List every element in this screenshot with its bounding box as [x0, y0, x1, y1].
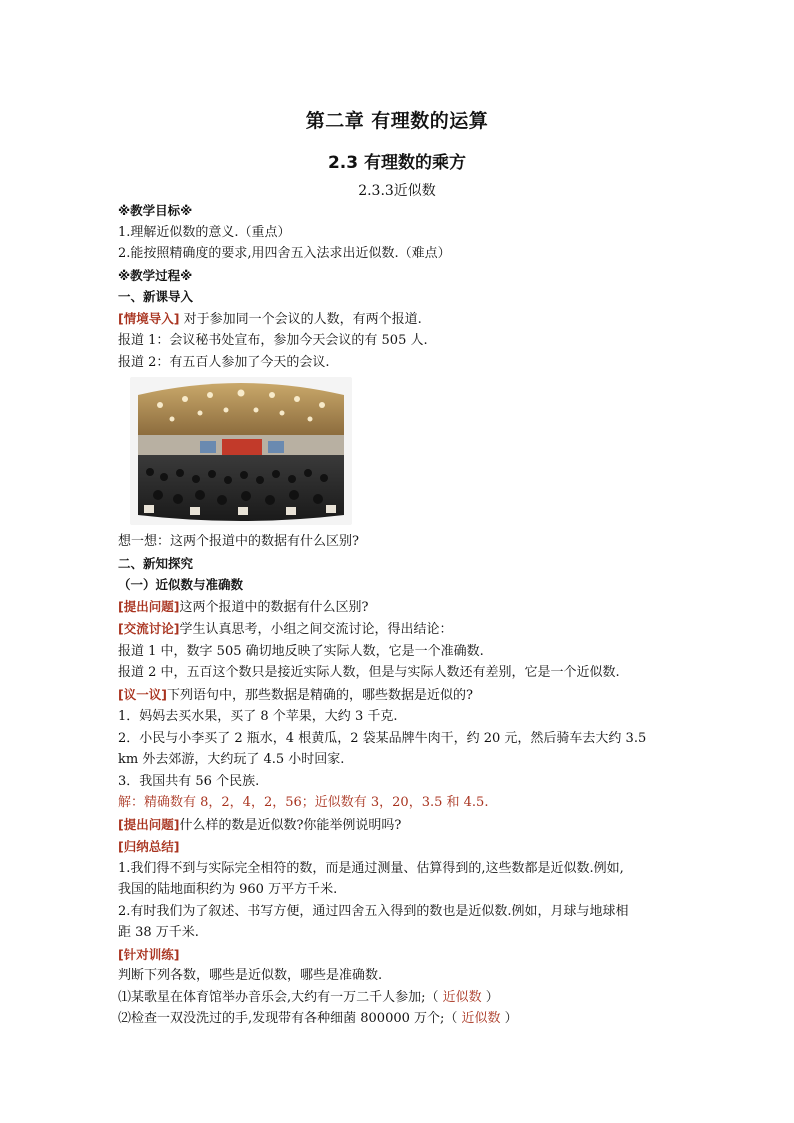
- document-body: [118, 200, 678, 1030]
- practice-text: 判断下列各数，哪些是近似数，哪些是准确数.: [118, 968, 383, 983]
- discuss-line: [118, 618, 678, 641]
- chapter-title: 第二章 有理数的运算: [305, 110, 489, 132]
- summary-1b: 我国的陆地面积约为 960 万平方千米.: [118, 882, 338, 897]
- section-title: 2.3 有理数的乘方: [327, 153, 467, 173]
- scene-line: [118, 308, 678, 331]
- item-2b: km 外去郊游，大约玩了 4.5 小时回家.: [118, 752, 345, 767]
- question-2-answer: 近似数: [457, 1011, 505, 1026]
- practice-tag: [针对训练]: [118, 946, 180, 962]
- summary-1a: 1.我们得不到与实际完全相符的数，而是通过测量、估算得到的,这些数都是近似数.例如,: [118, 860, 624, 876]
- ask2-line: [118, 814, 678, 837]
- question-2: [118, 1008, 678, 1030]
- ask-tag-2: [提出问题]: [118, 816, 180, 832]
- conference-hall-photo: [130, 377, 352, 525]
- discuss-tag: [交流讨论]: [118, 621, 180, 636]
- think-line: 想一想：这两个报道中的数据有什么区别?: [118, 534, 359, 549]
- scene-text: 对于参加同一个会议的人数，有两个报道.: [183, 311, 422, 327]
- summary-tag: [归纳总结]: [118, 839, 180, 854]
- part2-heading: 二、新知探究: [118, 555, 194, 571]
- question-1: [118, 987, 678, 1009]
- question-1-answer: 近似数: [438, 989, 486, 1005]
- subsection-title: 2.3.3近似数: [358, 183, 436, 199]
- question-1-text: ⑴某歌星在体育馆举办音乐会,大约有一万二千人参加;（: [118, 989, 439, 1005]
- goal-1: 1.理解近似数的意义.（重点）: [118, 224, 291, 240]
- item-1: 1．妈妈去买水果，买了 8 个苹果，大约 3 千克.: [118, 709, 398, 724]
- discuss-text: 学生认真思考，小组之间交流讨论，得出结论：: [179, 622, 453, 637]
- question-1-end: ）: [485, 989, 499, 1005]
- question-2-end: ）: [504, 1011, 518, 1026]
- yiyi-text: 下列语句中，那些数据是精确的，哪些数据是近似的?: [166, 687, 473, 703]
- sub1-heading: （一）近似数与准确数: [118, 577, 244, 592]
- scene-tag: [情境导入]: [118, 310, 180, 326]
- item-2a: 2．小民与小李买了 2 瓶水，4 根黄瓜，2 袋某品牌牛肉干，约 20 元，然后骑车去大约 3.5: [118, 730, 647, 746]
- report-2: 报道 2：有五百人参加了今天的会议.: [118, 354, 330, 370]
- conclusion-1: 报道 1 中，数字 505 确切地反映了实际人数，它是一个准确数.: [118, 643, 484, 659]
- summary-2a: 2.有时我们为了叙述、书写方便，通过四舍五入得到的数也是近似数.例如，月球与地球相: [118, 903, 629, 919]
- solution-line: 解：精确数有 8，2，4，2，56；近似数有 3，20，3.5 和 4.5.: [118, 795, 489, 810]
- ask-tag: [提出问题]: [118, 598, 180, 614]
- process-heading: ※教学过程※: [118, 267, 193, 283]
- yiyi-tag: [议一议]: [118, 686, 167, 702]
- item-3: 3．我国共有 56 个民族.: [118, 773, 260, 789]
- goal-2: 2.能按照精确度的要求,用四舍五入法求出近似数.（难点）: [118, 246, 451, 261]
- ask1-text: 这两个报道中的数据有什么区别?: [179, 599, 369, 615]
- conclusion-2: 报道 2 中，五百这个数只是接近实际人数，但是与实际人数还有差别，它是一个近似数.: [118, 665, 620, 680]
- ask2-text: 什么样的数是近似数?你能举例说明吗?: [179, 817, 402, 833]
- goals-heading: ※教学目标※: [118, 203, 193, 218]
- ask1-line: [118, 596, 678, 619]
- yiyi-line: [118, 684, 678, 707]
- report-1: 报道 1：会议秘书处宣布，参加今天会议的有 505 人.: [118, 333, 428, 348]
- part1-heading: 一、新课导入: [118, 289, 194, 304]
- summary-2b: 距 38 万千米.: [118, 925, 199, 940]
- question-2-text: ⑵检查一双没洗过的手,发现带有各种细菌 800000 万个;（: [118, 1011, 458, 1026]
